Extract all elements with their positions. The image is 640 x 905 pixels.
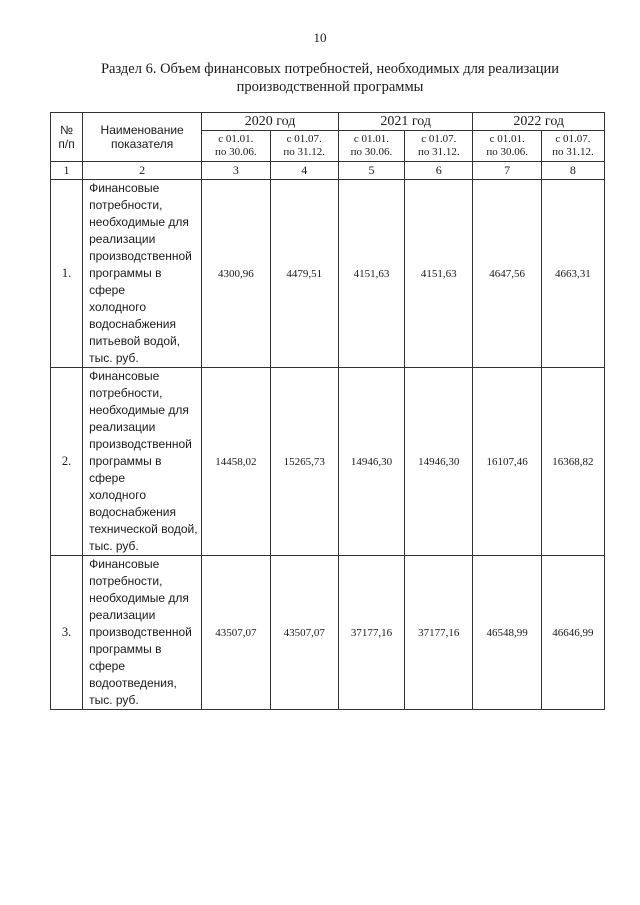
value-cell: 4479,51 (270, 180, 338, 368)
value-cell: 14458,02 (202, 368, 270, 556)
value-cell: 16107,46 (473, 368, 541, 556)
row-number: 2. (51, 368, 83, 556)
header-col-indicator-name: Наименование показателя (83, 113, 202, 162)
header-period: с 01.01. по 30.06. (202, 131, 270, 162)
value-cell: 14946,30 (338, 368, 404, 556)
indicator-name: Финансовые потребности, необходимые для реализации производственной программы в сфере водоотведения, тыс. руб. (83, 556, 202, 710)
value-cell: 4300,96 (202, 180, 270, 368)
section-title-line-1: Раздел 6. Объем финансовых потребностей, необходимых для реализации (100, 61, 560, 77)
value-cell: 15265,73 (270, 368, 338, 556)
header-period: с 01.07. по 31.12. (405, 131, 473, 162)
column-index: 5 (338, 162, 404, 180)
section-title-line-2: производственной программы (236, 79, 424, 95)
column-index: 4 (270, 162, 338, 180)
value-cell: 4151,63 (405, 180, 473, 368)
value-cell: 16368,82 (541, 368, 604, 556)
column-index: 8 (541, 162, 604, 180)
indicator-name: Финансовые потребности, необходимые для реализации производственной программы в сфере холодного водоснабжения питьевой водой, тыс. руб. (83, 180, 202, 368)
value-cell: 37177,16 (405, 556, 473, 710)
value-cell: 37177,16 (338, 556, 404, 710)
header-year-2021: 2021 год (338, 113, 473, 131)
header-year-2020: 2020 год (202, 113, 339, 131)
column-index: 6 (405, 162, 473, 180)
header-period: с 01.01. по 30.06. (473, 131, 541, 162)
section-title (60, 60, 600, 96)
value-cell: 46646,99 (541, 556, 604, 710)
table-row (51, 556, 605, 710)
header-period: с 01.01. по 30.06. (338, 131, 404, 162)
table-row (51, 180, 605, 368)
value-cell: 4647,56 (473, 180, 541, 368)
header-col-number: № п/п (51, 113, 83, 162)
value-cell: 14946,30 (405, 368, 473, 556)
header-row-column-indices (51, 162, 605, 180)
financial-needs-table (50, 112, 605, 710)
row-number: 1. (51, 180, 83, 368)
value-cell: 4151,63 (338, 180, 404, 368)
value-cell: 4663,31 (541, 180, 604, 368)
indicator-name: Финансовые потребности, необходимые для реализации производственной программы в сфере холодного водоснабжения технической водой, тыс. руб. (83, 368, 202, 556)
header-period: с 01.07. по 31.12. (270, 131, 338, 162)
value-cell: 43507,07 (202, 556, 270, 710)
header-year-2022: 2022 год (473, 113, 605, 131)
value-cell: 43507,07 (270, 556, 338, 710)
header-row-years (51, 113, 605, 131)
row-number: 3. (51, 556, 83, 710)
table-row (51, 368, 605, 556)
page-number: 10 (313, 30, 327, 45)
column-index: 2 (83, 162, 202, 180)
column-index: 3 (202, 162, 270, 180)
column-index: 1 (51, 162, 83, 180)
column-index: 7 (473, 162, 541, 180)
value-cell: 46548,99 (473, 556, 541, 710)
header-period: с 01.07. по 31.12. (541, 131, 604, 162)
